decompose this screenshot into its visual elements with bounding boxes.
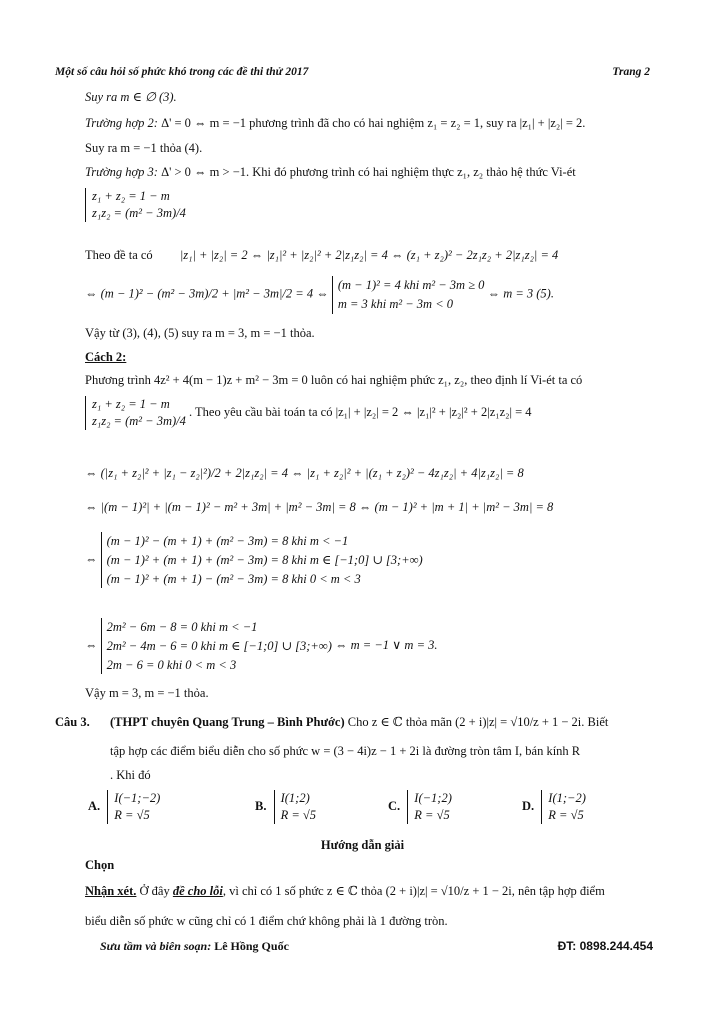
case-3-text: Δ' > 0 ⇔ m > −1. Khi đó phương trình có hai nghiệm thực z₁, z₂ thảo hệ thức Vi-ét (161, 165, 576, 179)
case-2-label: Trường hợp 2: (85, 116, 158, 130)
case-block-1: ⇔ (m − 1)² − (m + 1) + (m² − 3m) = 8 khi m < −1 (m − 1)² + (m + 1) + (m² − 3m) = 8 khi m ∈ [−1;0] ∪ [3;+∞) (m − 1)² + (m + 1) − (m² − 3m) = 8 khi 0 < m < 3 (85, 532, 423, 588)
case-block-2-row-2: 2m² − 4m − 6 = 0 khi m ∈ [−1;0] ∪ [3;+∞) (106, 638, 332, 653)
line-17: Vậy m = 3, m = −1 thỏa. (85, 686, 209, 700)
option-c-label: C. (388, 799, 401, 814)
option-a-label: A. (88, 799, 101, 814)
solution-heading: Hướng dẫn giải (320, 838, 405, 852)
question-line-3: . Khi đó (110, 768, 151, 782)
line-12: ⇔ (|z₁ + z₂|² + |z₁ − z₂|²)/2 + 2|z₁z₂| = 4 ⇔ |z₁ + z₂|² + |(z₁ + z₂)² − 4z₁z₂| + 4|z₁z₂| = 8 (85, 466, 524, 480)
option-b-center: I(1;2) (280, 791, 310, 805)
line-7-eq: ⇔ (m − 1)² − (m² − 3m)/2 + |m² − 3m|/2 = 4 ⇔ (85, 286, 329, 301)
page-footer (100, 939, 653, 954)
question-text-1: Cho z ∈ ℂ thỏa mãn (2 + i)|z| = √10/z + 1 − 2i. Biết (347, 715, 609, 729)
case-eq-1: (m − 1)² = 4 khi m² − 3m ≥ 0 (337, 278, 485, 292)
author-label: Sưu tầm và biên soạn: (100, 939, 212, 953)
option-d-center: I(1;−2) (548, 791, 586, 805)
line-7 (85, 276, 554, 314)
case-block-2-result: ⇔ m = −1 ∨ m = 3. (335, 638, 438, 652)
option-a-center: I(−1;−2) (114, 791, 161, 805)
line-8: Vậy từ (3), (4), (5) suy ra m = 3, m = −1 thỏa. (85, 326, 315, 340)
line-6-lead: Theo đề ta có (85, 248, 153, 262)
option-b-radius: R = √5 (280, 807, 317, 822)
case-block-1-row-1: (m − 1)² − (m + 1) + (m² − 3m) = 8 khi m < −1 (106, 534, 349, 548)
remark-error: đề cho lỗi (172, 884, 223, 898)
option-d[interactable] (522, 790, 586, 824)
question-line-1 (110, 715, 608, 730)
line-11 (85, 396, 532, 430)
question-line-2: tập hợp các điểm biểu diễn cho số phức w = (3 − 4i)z − 1 + 2i là đường tròn tâm I, bán kính R (110, 744, 581, 758)
sys2-eq-a: z₁ + z₂ = 1 − m (92, 397, 170, 411)
sys1-eq-b: z₁z₂ = (m² − 3m)/4 (92, 205, 186, 220)
option-c-radius: R = √5 (414, 807, 450, 822)
author-name: Lê Hồng Quốc (214, 939, 289, 953)
sys1-eq-a: z₁ + z₂ = 1 − m (92, 189, 170, 203)
remark-mid: Ở đây (136, 884, 173, 898)
line-13: ⇔ |(m − 1)²| + |(m − 1)² − m² + 3m| + |m² − 3m| = 8 ⇔ (m − 1)² + |m + 1| + |m² − 3m| = 8 (85, 500, 554, 514)
remark-line-2: biểu diễn số phức w cũng chỉ có 1 điểm chứ không phải là 1 đường tròn. (85, 914, 448, 928)
case-block-2-row-1: 2m² − 6m − 8 = 0 khi m < −1 (106, 620, 258, 634)
method-2-heading: Cách 2: (85, 350, 127, 364)
phone-number: ĐT: 0898.244.454 (557, 939, 653, 953)
case-2-text: Δ' = 0 ⇔ m = −1 phương trình đã cho có hai nghiệm z₁ = z₂ = 1, suy ra |z₁| + |z₂| = 2. (161, 116, 586, 130)
option-c-center: I(−1;2) (414, 791, 452, 805)
option-c[interactable] (388, 790, 452, 824)
line-11-text: . Theo yêu cầu bài toán ta có |z₁| + |z₂| = 2 ⇔ |z₁|² + |z₂|² + 2|z₁z₂| = 4 (189, 404, 532, 419)
line-6 (85, 248, 558, 263)
line-6-eq: |z₁| + |z₂| = 2 ⇔ |z₁|² + |z₂|² + 2|z₁z₂| = 4 ⇔ (z₁ + z₂)² − 2z₁z₂ + 2|z₁z₂| = 4 (179, 248, 559, 262)
option-b[interactable] (255, 790, 316, 824)
vieta-system-1 (85, 188, 186, 222)
option-d-radius: R = √5 (548, 807, 584, 822)
remark-text: , vì chỉ có 1 số phức z ∈ ℂ thỏa (2 + i)|z| = √10/z + 1 − 2i, nên tập hợp điểm (222, 884, 605, 898)
remark-line-1 (85, 884, 605, 899)
line-4 (85, 165, 576, 180)
line-10: Phương trình 4z² + 4(m − 1)z + m² − 3m = 0 luôn có hai nghiệm phức z₁, z₂, theo định lí Vi-ét ta có (85, 373, 583, 387)
remark-label: Nhận xét. (85, 884, 137, 898)
page-number: Trang 2 (612, 66, 650, 78)
case-3-label: Trường hợp 3: (85, 165, 158, 179)
option-b-label: B. (255, 799, 267, 814)
line-1: Suy ra m ∈ ∅ (3). (85, 90, 177, 104)
case-block-2-row-3: 2m − 6 = 0 khi 0 < m < 3 (106, 657, 237, 672)
sys2-eq-b: z₁z₂ = (m² − 3m)/4 (92, 413, 186, 428)
case-block-1-row-2: (m − 1)² + (m + 1) + (m² − 3m) = 8 khi m ∈ [−1;0] ∪ [3;+∞) (106, 552, 423, 567)
line-2 (85, 116, 585, 131)
option-a[interactable] (88, 790, 160, 824)
question-source: (THPT chuyên Quang Trung – Bình Phước) (110, 715, 345, 729)
case-block-1-row-3: (m − 1)² + (m + 1) − (m² − 3m) = 8 khi 0 < m < 3 (106, 571, 361, 586)
choose-label: Chọn (85, 858, 115, 872)
page-header (55, 66, 650, 78)
case-block-2: ⇔ 2m² − 6m − 8 = 0 khi m < −1 2m² − 4m − 6 = 0 khi m ∈ [−1;0] ∪ [3;+∞) 2m − 6 = 0 khi 0 < m < 3 ⇔ m = −1 ∨ m = 3. (85, 618, 438, 674)
option-a-radius: R = √5 (114, 807, 150, 822)
question-label: Câu 3. (55, 715, 90, 729)
option-d-label: D. (522, 799, 535, 814)
line-7-result: ⇔ m = 3 (5). (487, 286, 554, 301)
line-3: Suy ra m = −1 thỏa (4). (85, 141, 203, 155)
header-title: Một số câu hỏi số phức khó trong các đề thi thử 2017 (55, 66, 309, 78)
case-eq-2: m = 3 khi m² − 3m < 0 (337, 296, 453, 311)
